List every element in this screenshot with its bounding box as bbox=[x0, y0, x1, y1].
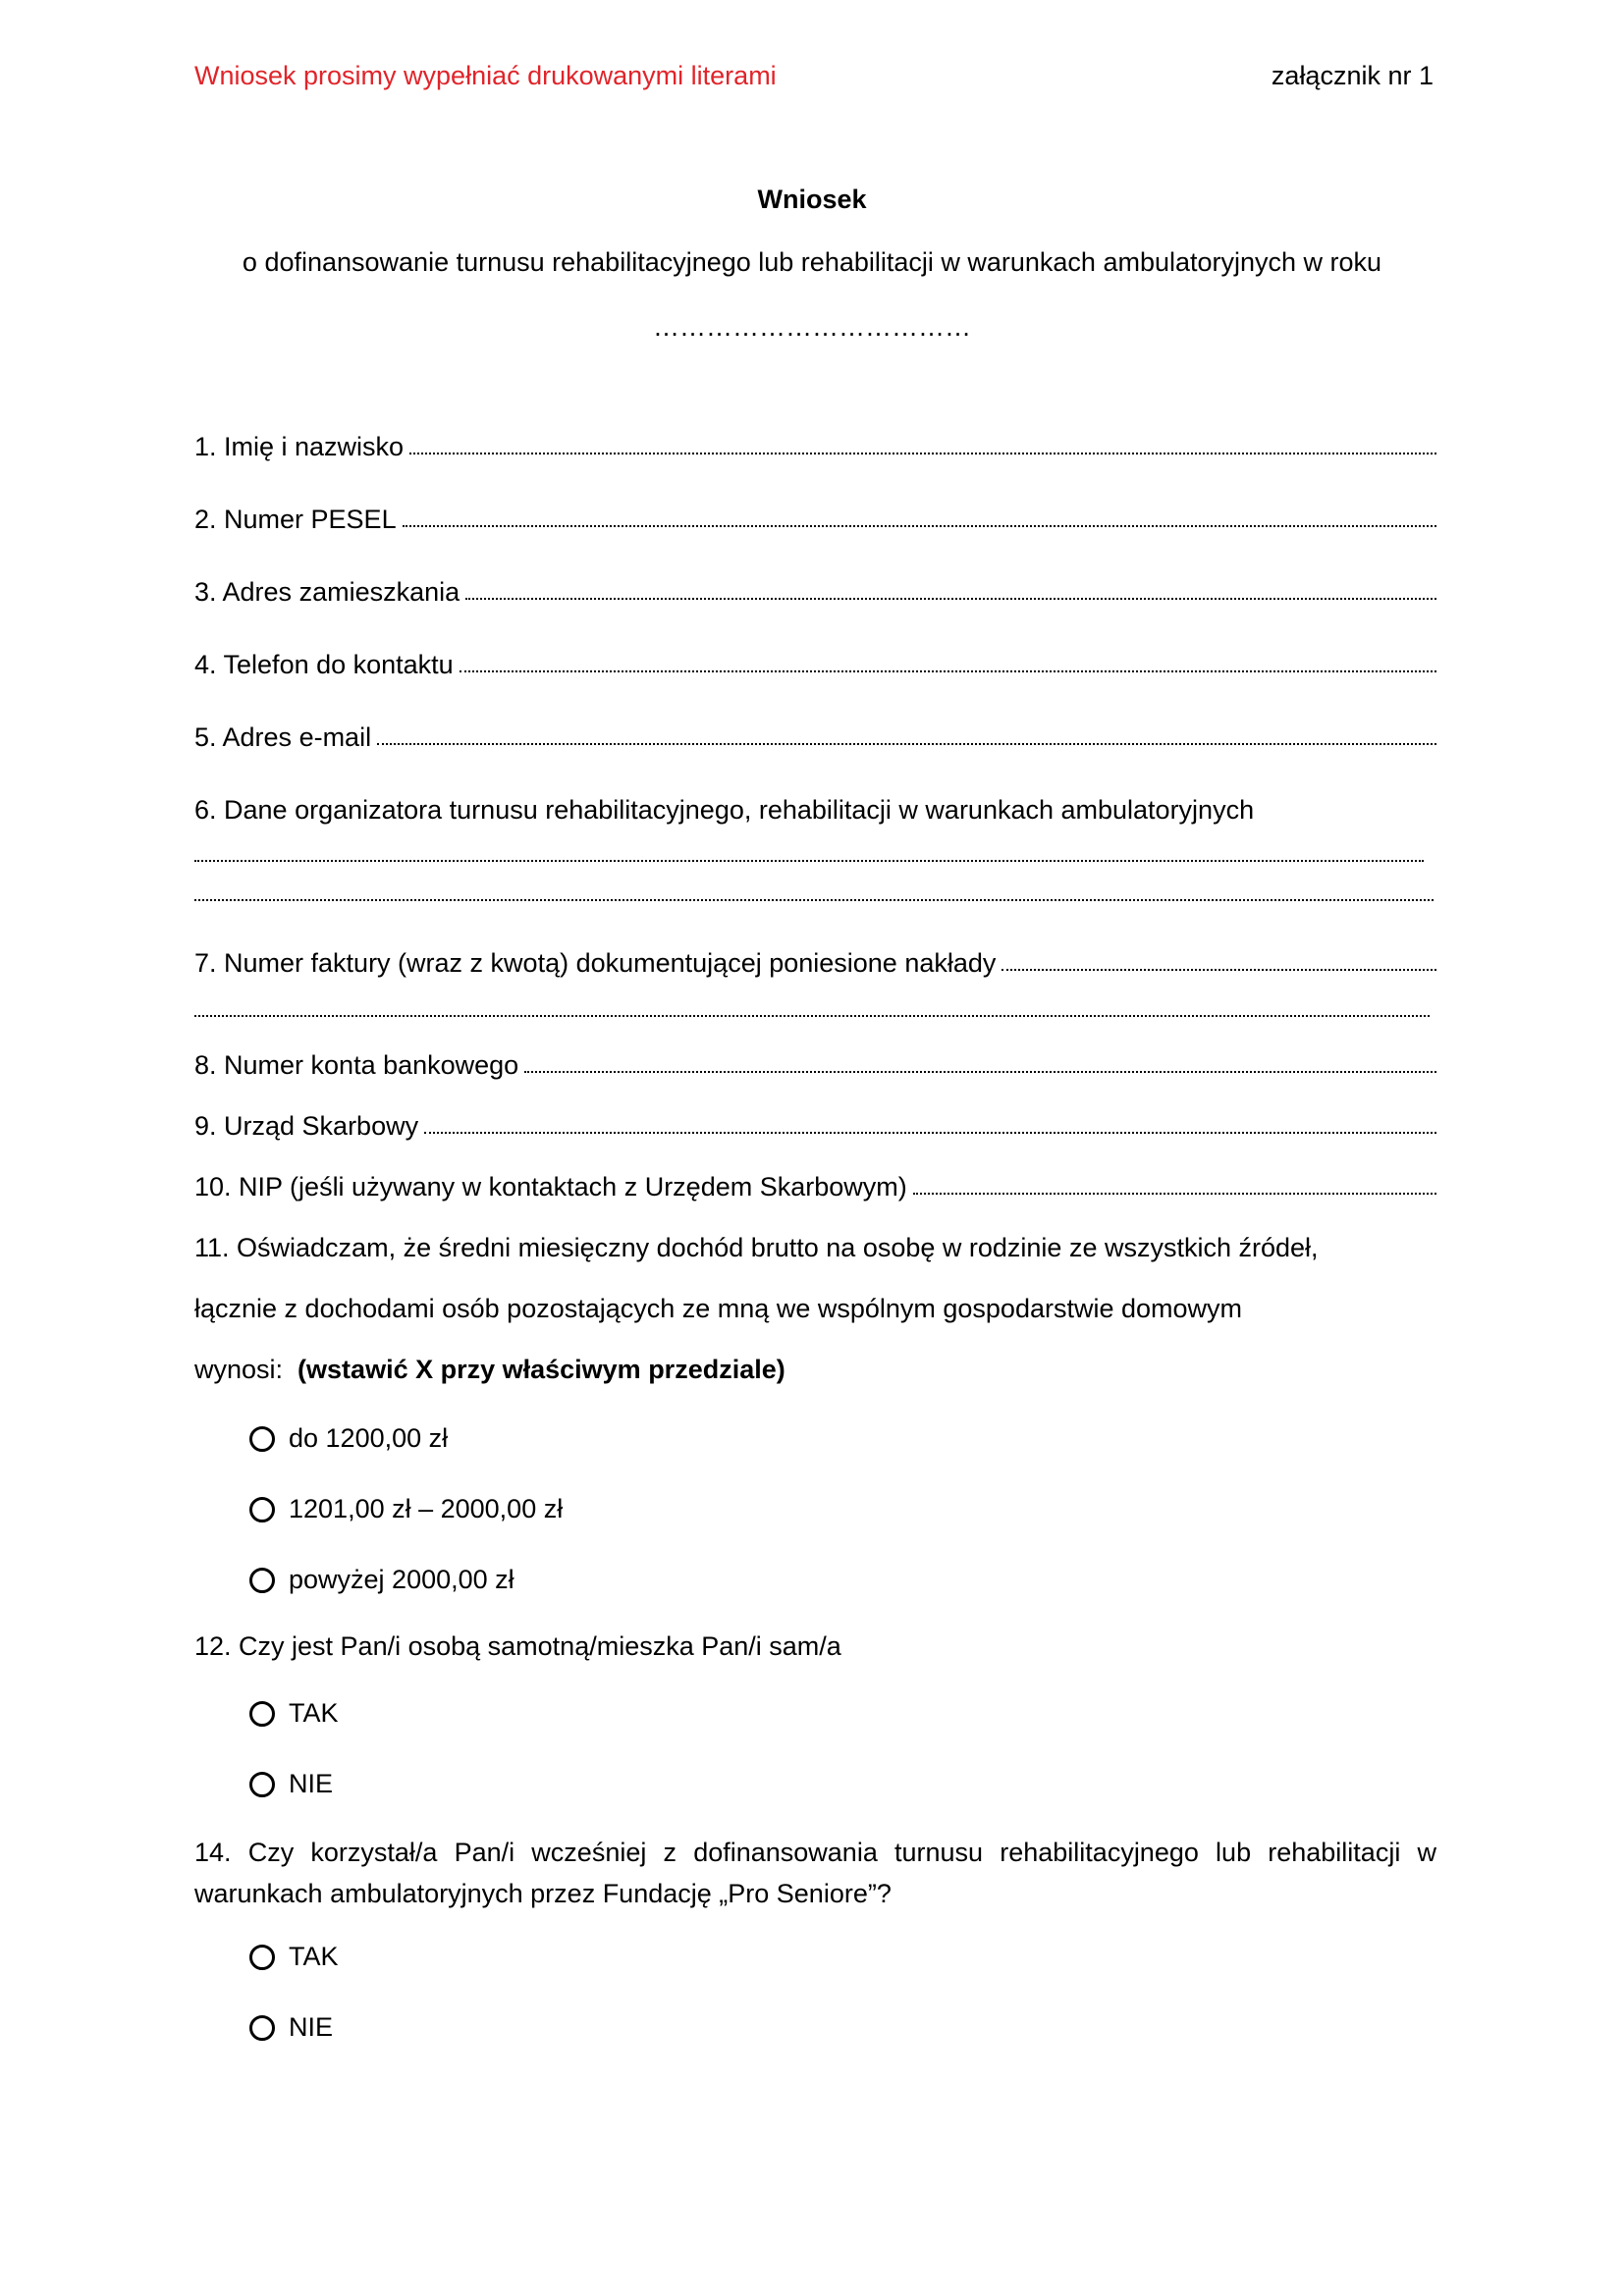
fill-line[interactable] bbox=[403, 521, 1436, 527]
fill-line[interactable] bbox=[424, 1128, 1436, 1134]
q12-option-no[interactable] bbox=[249, 1769, 333, 1799]
fill-line[interactable] bbox=[1001, 965, 1436, 971]
radio-circle-icon[interactable] bbox=[249, 1568, 275, 1593]
q11-option-2[interactable] bbox=[249, 1494, 563, 1524]
field-invoice[interactable] bbox=[194, 948, 1436, 979]
fill-line[interactable] bbox=[377, 739, 1436, 745]
radio-circle-icon[interactable] bbox=[249, 2015, 275, 2041]
option-label: powyżej 2000,00 zł bbox=[289, 1565, 514, 1594]
field-phone[interactable] bbox=[194, 650, 1436, 680]
field-bank-account[interactable] bbox=[194, 1050, 1436, 1081]
option-label: TAK bbox=[289, 1698, 339, 1728]
fill-line[interactable] bbox=[913, 1189, 1436, 1195]
fill-line[interactable] bbox=[409, 449, 1436, 454]
radio-circle-icon[interactable] bbox=[249, 1945, 275, 1970]
field-full-name[interactable] bbox=[194, 432, 1436, 462]
radio-circle-icon[interactable] bbox=[249, 1497, 275, 1522]
document-subtitle: o dofinansowanie turnusu rehabilitacyjnego lub rehabilitacji w warunkach ambulatoryjnych w roku bbox=[242, 247, 1382, 277]
option-label: 1201,00 zł – 2000,00 zł bbox=[289, 1494, 564, 1523]
radio-circle-icon[interactable] bbox=[249, 1772, 275, 1797]
q11-option-1[interactable] bbox=[249, 1423, 448, 1454]
radio-circle-icon[interactable] bbox=[249, 1426, 275, 1452]
q11-instruction: (wstawić X przy właściwym przedziale) bbox=[298, 1355, 785, 1384]
option-label: do 1200,00 zł bbox=[289, 1423, 449, 1453]
q11-line-3 bbox=[194, 1355, 785, 1385]
q11-option-3[interactable] bbox=[249, 1565, 514, 1595]
field-tax-office[interactable] bbox=[194, 1111, 1436, 1142]
radio-circle-icon[interactable] bbox=[249, 1701, 275, 1727]
invoice-fill-line-2[interactable] bbox=[194, 1015, 1430, 1017]
field-label: 4. Telefon do kontaktu bbox=[194, 650, 454, 679]
field-nip[interactable] bbox=[194, 1172, 1436, 1202]
q11-line-1: 11. Oświadczam, że średni miesięczny dochód brutto na osobę w rodzinie ze wszystkich źródeł, bbox=[194, 1233, 1319, 1262]
attachment-number: załącznik nr 1 bbox=[1271, 61, 1434, 90]
q12-question: 12. Czy jest Pan/i osobą samotną/mieszka Pan/i sam/a bbox=[194, 1631, 841, 1661]
option-label: TAK bbox=[289, 1942, 339, 1971]
field-email[interactable] bbox=[194, 722, 1436, 753]
q14-question: 14. Czy korzystał/a Pan/i wcześniej z dofinansowania turnusu rehabilitacyjnego lub rehabilitacji w warunkach ambulatoryjnych przez Fundację „Pro Seniore”? bbox=[194, 1838, 1436, 1908]
organizer-fill-line-2[interactable] bbox=[194, 899, 1434, 901]
field-label: 7. Numer faktury (wraz z kwotą) dokumentującej poniesione nakłady bbox=[194, 948, 997, 978]
option-label: NIE bbox=[289, 1769, 334, 1798]
q11-prefix: wynosi: bbox=[194, 1355, 298, 1384]
document-title: Wniosek bbox=[757, 185, 867, 214]
print-instruction-note: Wniosek prosimy wypełniać drukowanymi literami bbox=[194, 61, 777, 90]
field-label: 8. Numer konta bankowego bbox=[194, 1050, 519, 1080]
q11-line-2: łącznie z dochodami osób pozostających ze mną we wspólnym gospodarstwie domowym bbox=[194, 1294, 1243, 1323]
field-label: 5. Adres e-mail bbox=[194, 722, 372, 752]
field-label: 9. Urząd Skarbowy bbox=[194, 1111, 419, 1141]
organizer-fill-line-1[interactable] bbox=[194, 860, 1424, 862]
option-label: NIE bbox=[289, 2012, 334, 2042]
field-label: 3. Adres zamieszkania bbox=[194, 577, 460, 607]
field-label: 1. Imię i nazwisko bbox=[194, 432, 405, 461]
field-label: 10. NIP (jeśli używany w kontaktach z Urzędem Skarbowym) bbox=[194, 1172, 907, 1201]
fill-line[interactable] bbox=[465, 594, 1436, 600]
q14-option-no[interactable] bbox=[249, 2012, 333, 2043]
field-organizer-label: 6. Dane organizatora turnusu rehabilitacyjnego, rehabilitacji w warunkach ambulatoryjnych bbox=[194, 795, 1255, 825]
year-field[interactable]: ……………………………… bbox=[653, 312, 971, 342]
q12-option-yes[interactable] bbox=[249, 1698, 339, 1729]
q14-option-yes[interactable] bbox=[249, 1942, 339, 1972]
fill-line[interactable] bbox=[460, 667, 1436, 672]
field-address[interactable] bbox=[194, 577, 1436, 608]
field-pesel[interactable] bbox=[194, 505, 1436, 535]
field-label: 2. Numer PESEL bbox=[194, 505, 397, 534]
fill-line[interactable] bbox=[524, 1067, 1436, 1073]
